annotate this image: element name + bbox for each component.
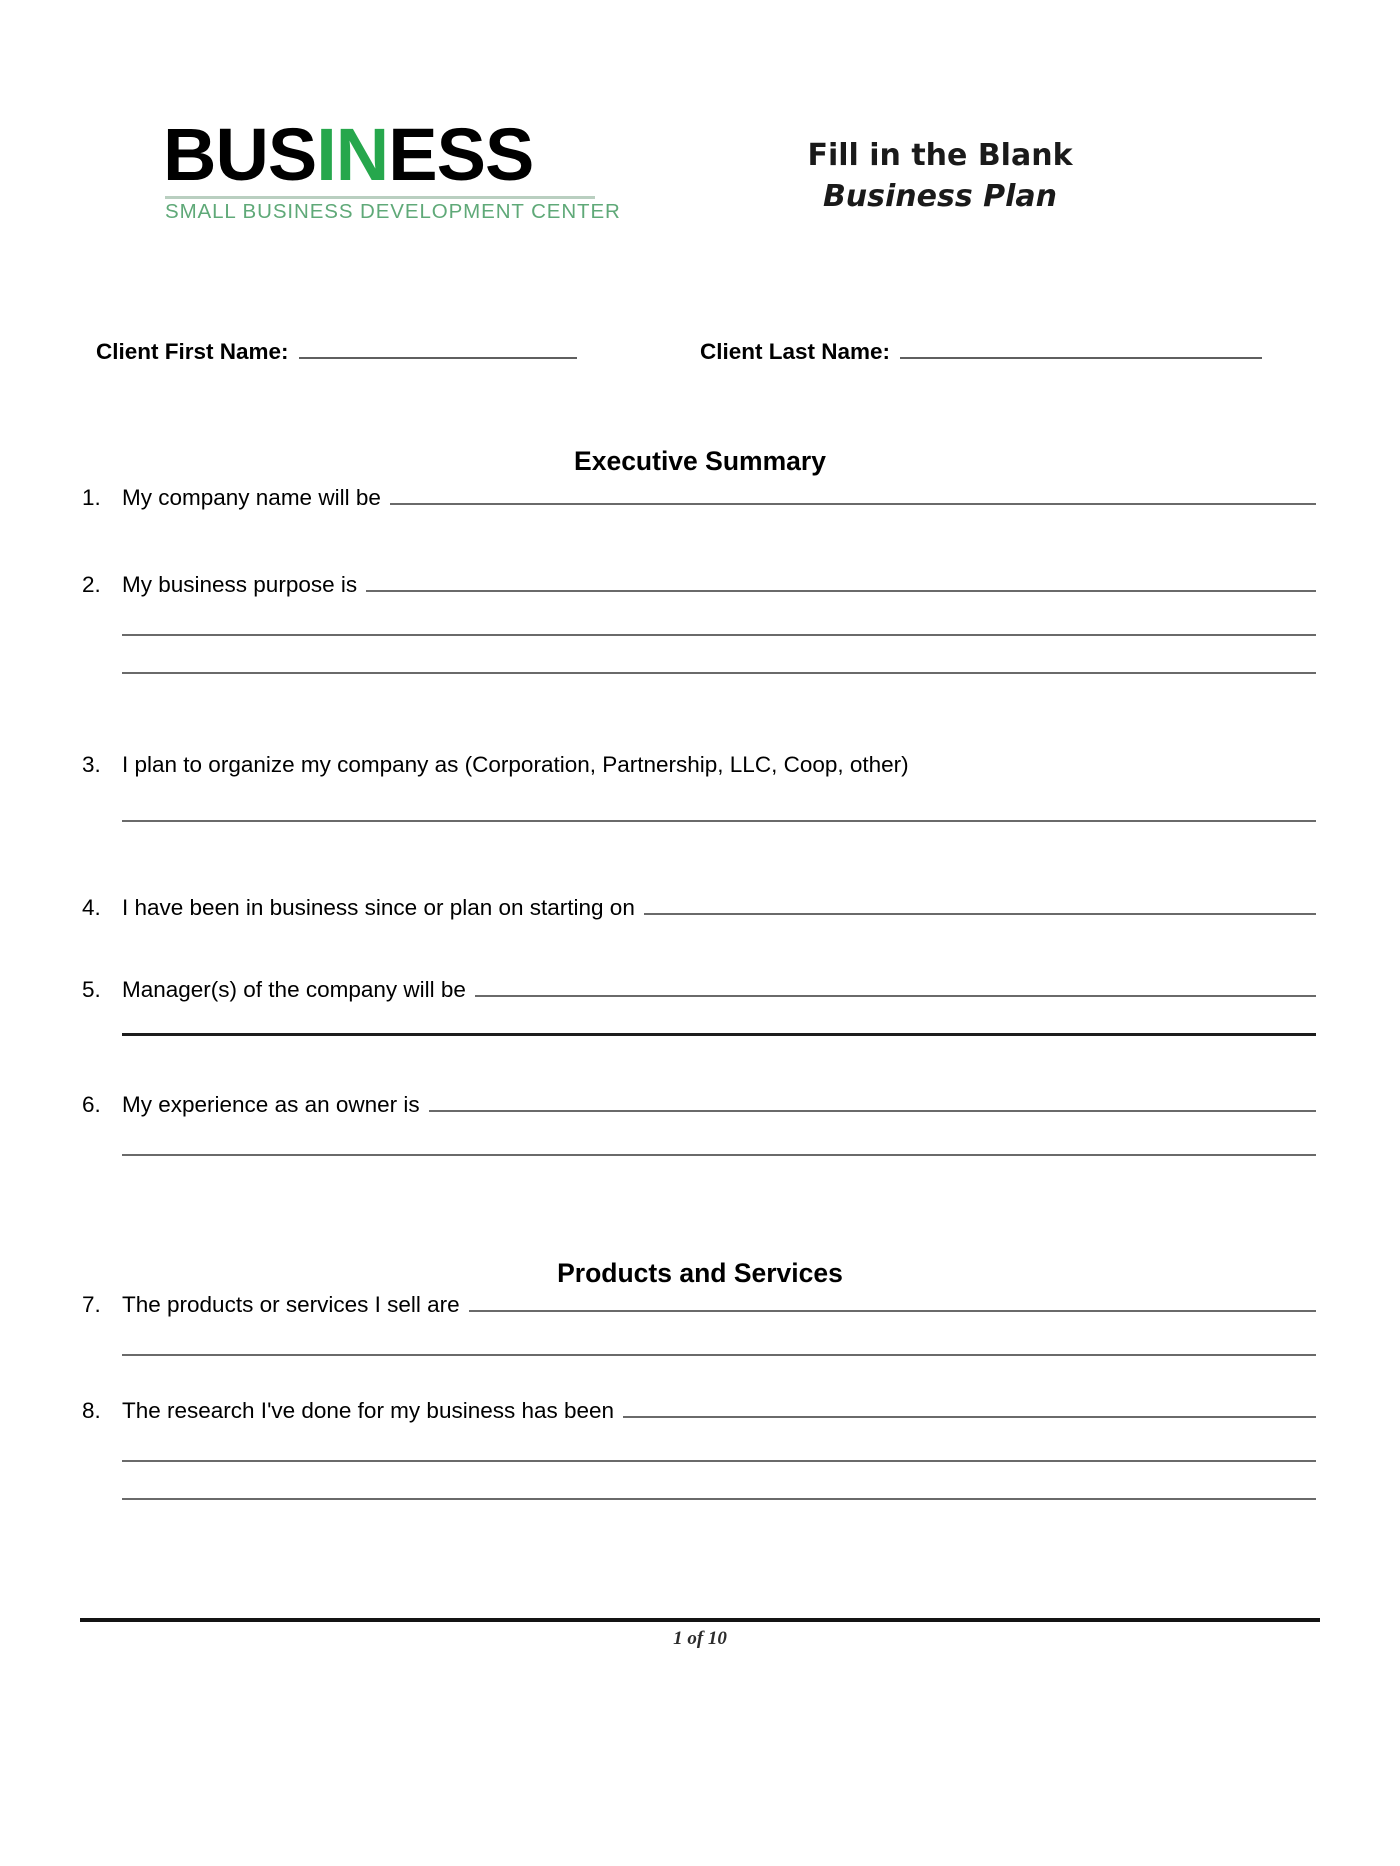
question-5-answer-blank[interactable]: [475, 977, 1316, 997]
question-8-answer-blank[interactable]: [623, 1398, 1316, 1418]
logo-wordmark: [163, 113, 603, 196]
question-7-number: 7.: [82, 1292, 101, 1317]
footer-divider-rule: [80, 1618, 1320, 1622]
spacer: [82, 598, 1316, 634]
question-item-6: [82, 1092, 1316, 1156]
client-name-row: [0, 335, 1400, 375]
question-4-text: I have been in business since or plan on starting on: [122, 895, 635, 920]
question-7-answer-blank[interactable]: [469, 1292, 1316, 1312]
question-5-answer-blank-line-2[interactable]: [122, 1033, 1316, 1036]
spacer: [82, 1424, 1316, 1460]
question-6-answer-blank[interactable]: [429, 1092, 1316, 1112]
question-4-line: [82, 895, 1316, 921]
spacer: [82, 636, 1316, 672]
document-title-line-2: Business Plan: [822, 179, 1058, 214]
question-3-number: 3.: [82, 752, 101, 777]
question-item-2: [82, 572, 1316, 674]
question-8-answer-blank-line-3[interactable]: [122, 1498, 1316, 1500]
question-4-answer-blank[interactable]: [644, 895, 1316, 915]
question-7-text: The products or services I sell are: [122, 1292, 460, 1317]
client-first-name-field: [96, 335, 577, 365]
question-3-line: [82, 752, 1316, 778]
spacer: [82, 1462, 1316, 1498]
document-title-line-1: Fill in the Blank: [807, 138, 1073, 173]
question-3-answer-blank[interactable]: [122, 820, 1316, 822]
question-6-text: My experience as an owner is: [122, 1092, 420, 1117]
question-1-text: My company name will be: [122, 485, 381, 510]
question-7-answer-blank-line-2[interactable]: [122, 1354, 1316, 1356]
client-last-name-field: [700, 335, 1262, 365]
client-first-name-label: Client First Name:: [96, 339, 289, 364]
sbdc-logo: [163, 113, 621, 223]
spacer: [82, 1003, 1316, 1033]
question-item-3: [82, 752, 1316, 822]
question-item-7: [82, 1292, 1316, 1356]
question-8-text: The research I've done for my business has been: [122, 1398, 615, 1423]
question-1-number: 1.: [82, 485, 101, 510]
document-header: [0, 113, 1400, 268]
question-8-number: 8.: [82, 1398, 101, 1423]
question-item-1: [82, 485, 1316, 511]
client-last-name-label: Client Last Name:: [700, 339, 891, 364]
logo-word-part-3: ESS: [388, 113, 534, 196]
question-item-5: [82, 977, 1316, 1036]
logo-divider-rule: [165, 196, 595, 199]
question-1-answer-blank[interactable]: [390, 485, 1316, 505]
question-3-text: I plan to organize my company as (Corporation, Partnership, LLC, Coop, other): [122, 752, 909, 777]
question-item-8: [82, 1398, 1316, 1500]
question-4-number: 4.: [82, 895, 101, 920]
question-2-number: 2.: [82, 572, 101, 597]
spacer: [82, 778, 1316, 820]
question-6-line: [82, 1092, 1316, 1118]
question-8-line: [82, 1398, 1316, 1424]
document-title-block: [660, 136, 1220, 218]
footer-page-number: 1 of 10: [673, 1628, 727, 1649]
logo-word-part-1: BUS: [163, 113, 317, 196]
question-5-text: Manager(s) of the company will be: [122, 977, 466, 1002]
question-7-line: [82, 1292, 1316, 1318]
client-first-name-input[interactable]: [299, 335, 577, 359]
section-heading-products-and-services: Products and Services: [557, 1258, 843, 1288]
question-2-answer-blank[interactable]: [366, 572, 1316, 592]
question-2-answer-blank-line-3[interactable]: [122, 672, 1316, 674]
question-1-line: [82, 485, 1316, 511]
question-5-number: 5.: [82, 977, 101, 1002]
logo-word-part-2-green: IN: [316, 113, 389, 196]
spacer: [82, 1118, 1316, 1154]
section-heading-executive-summary: Executive Summary: [574, 446, 826, 476]
question-item-4: [82, 895, 1316, 921]
question-2-line: [82, 572, 1316, 598]
spacer: [82, 1318, 1316, 1354]
logo-tagline: SMALL BUSINESS DEVELOPMENT CENTER: [165, 200, 621, 223]
question-5-line: [82, 977, 1316, 1003]
question-6-number: 6.: [82, 1092, 101, 1117]
question-6-answer-blank-line-2[interactable]: [122, 1154, 1316, 1156]
client-last-name-input[interactable]: [900, 335, 1262, 359]
question-2-text: My business purpose is: [122, 572, 358, 597]
